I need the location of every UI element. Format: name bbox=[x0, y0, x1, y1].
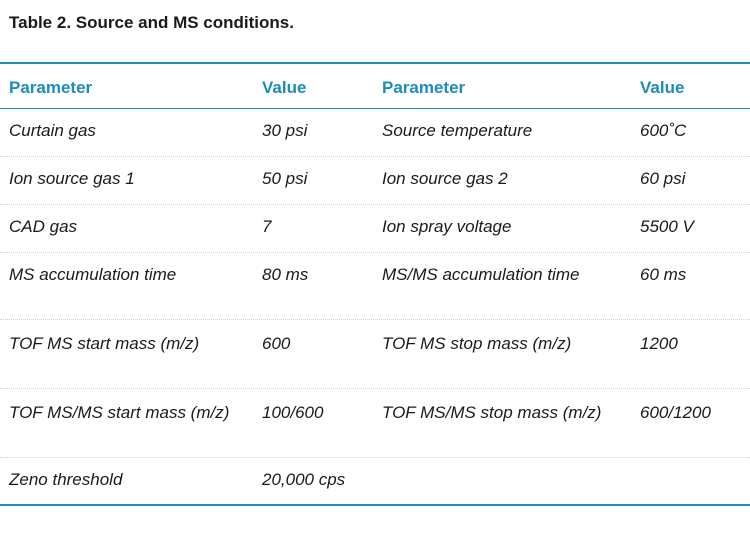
row-value-right: 600˚C bbox=[640, 121, 687, 140]
row-value-left: 20,000 cps bbox=[262, 470, 346, 489]
row-value-right: 600/1200 bbox=[640, 403, 711, 422]
row-parameter-left: Zeno threshold bbox=[9, 470, 123, 489]
table-row bbox=[0, 205, 750, 253]
table-row bbox=[0, 389, 750, 458]
row-value-left: 100/600 bbox=[262, 403, 324, 422]
row-value-left: 30 psi bbox=[262, 121, 308, 140]
row-value-left: 7 bbox=[262, 217, 272, 236]
row-value-right: 60 psi bbox=[640, 169, 686, 188]
header-value-1: Value bbox=[262, 78, 307, 97]
table-row bbox=[0, 109, 750, 157]
header-value-2: Value bbox=[640, 78, 685, 97]
row-parameter-right: TOF MS stop mass (m/z) bbox=[382, 334, 572, 353]
row-parameter-right: Ion source gas 2 bbox=[382, 169, 508, 188]
table-header-row bbox=[0, 64, 750, 109]
row-parameter-left: TOF MS/MS start mass (m/z) bbox=[9, 403, 230, 422]
row-parameter-right: TOF MS/MS stop mass (m/z) bbox=[382, 403, 602, 422]
table-caption: Table 2. Source and MS conditions. bbox=[9, 13, 294, 32]
row-value-left: 600 bbox=[262, 334, 291, 353]
row-parameter-right: MS/MS accumulation time bbox=[382, 265, 580, 284]
header-parameter-1: Parameter bbox=[9, 78, 93, 97]
row-parameter-left: Curtain gas bbox=[9, 121, 96, 140]
row-parameter-right: Source temperature bbox=[382, 121, 533, 140]
row-value-right: 1200 bbox=[640, 334, 678, 353]
row-value-left: 80 ms bbox=[262, 265, 309, 284]
row-value-right: 60 ms bbox=[640, 265, 687, 284]
row-value-left: 50 psi bbox=[262, 169, 308, 188]
row-parameter-right: Ion spray voltage bbox=[382, 217, 512, 236]
row-value-right: 5500 V bbox=[640, 217, 694, 236]
table-row bbox=[0, 320, 750, 389]
row-parameter-left: Ion source gas 1 bbox=[9, 169, 135, 188]
header-parameter-2: Parameter bbox=[382, 78, 466, 97]
table-row bbox=[0, 253, 750, 320]
row-parameter-left: TOF MS start mass (m/z) bbox=[9, 334, 200, 353]
row-parameter-left: CAD gas bbox=[9, 217, 78, 236]
table-row bbox=[0, 458, 750, 506]
row-parameter-left: MS accumulation time bbox=[9, 265, 177, 284]
table-row bbox=[0, 157, 750, 205]
